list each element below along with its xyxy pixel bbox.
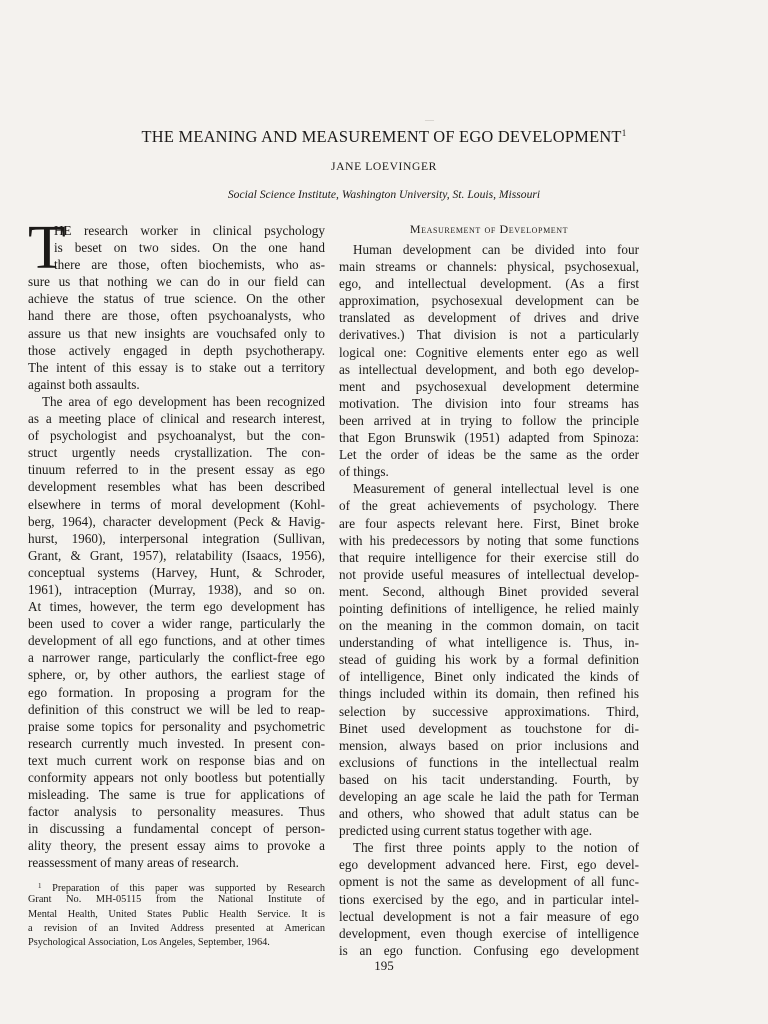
page-number: 195 [374, 958, 394, 973]
text-line: that Egon Brunswik (1951) adapted from Spinoza: [339, 430, 639, 446]
text-line: there are those, often biochemists, who as- [54, 257, 325, 273]
text-line: achieve the status of true science. On the other [28, 291, 325, 307]
text-line: Measurement of general intellectual level is one [353, 481, 639, 497]
text-line: of the great achievements of psychology. There [339, 498, 639, 514]
title-text: THE MEANING AND MEASUREMENT OF EGO DEVELOPMENT [141, 127, 622, 146]
text-line: berg, 1964), character development (Peck & Havig- [28, 513, 325, 529]
text-line: that require intelligence for their exercise still do [339, 549, 639, 565]
text-line: The intent of this essay is to stake out a territory [28, 359, 325, 375]
text-line: derivatives.) That division is not a particularly [339, 327, 639, 343]
text-line: sure us that nothing we can do in our field can [28, 274, 325, 290]
text-line: research currently much invested. In present con- [28, 735, 325, 751]
text-line: hand there are those, often psychoanalysts, who [28, 308, 325, 324]
text-line: translated as development of drives and drive [339, 310, 639, 326]
author-name: JANE LOEVINGER [331, 160, 437, 173]
text-line: Binet used development as touchstone for di- [339, 720, 639, 736]
footnote-line [28, 879, 325, 893]
text-line: conceptual systems (Harvey, Hunt, & Schroder, [28, 564, 325, 580]
left-column-body [28, 214, 325, 872]
text-line: pointing definitions of intelligence, he relied mainly [339, 600, 639, 616]
text-line: opment is not the same as development of all func- [339, 874, 639, 890]
text-line: Human development can be divided into four [353, 242, 639, 257]
text-line: motivation. The division into four streams has [339, 395, 639, 411]
author-affiliation: Social Science Institute, Washington University, St. Louis, Missouri [227, 188, 541, 201]
text-line: HE research worker in clinical psychology [54, 223, 325, 238]
text-line: of things. [339, 464, 389, 480]
text-line: tions exercised by the ego, and in particular intel- [339, 891, 639, 907]
text-line: stead of guiding his work by a formal definition [339, 652, 639, 668]
text-line: developing an age scale he laid the path for Terman [339, 789, 639, 804]
title-footnote-marker: 1 [621, 128, 627, 138]
text-line: in discussing a fundamental concept of person- [28, 821, 325, 837]
footnote-line: Mental Health, United States Public Health Service. It is [28, 908, 325, 920]
text-line: is an ego function. Confusing ego development [339, 942, 639, 958]
text-line: predicted using current status together with age. [339, 823, 593, 839]
text-line: Grant, & Grant, 1957), relatability (Isaacs, 1956), [28, 547, 325, 563]
drop-cap: T [28, 214, 66, 282]
text-line: and others, who showed that adult status can be [339, 806, 639, 822]
text-line: ment and psychosexual development determine [339, 378, 639, 394]
text-line: development, even though exercise of intelligence [339, 925, 639, 941]
text-line: based on his tacit understanding. Fourth, by [339, 771, 639, 787]
footnote-line: Psychological Association, Los Angeles, September, 1964. [28, 937, 270, 949]
footnote-marker: 1 [38, 882, 42, 890]
text-line: been arrived at in trying to follow the principle [339, 412, 639, 428]
text-line: with his predecessors by noting that some functions [339, 532, 639, 548]
text-line: lectual development is not a fair measure of ego [339, 908, 639, 924]
text-line: ego development advanced here. First, ego devel- [339, 857, 639, 873]
paper-title [0, 127, 768, 147]
right-column-body [339, 241, 639, 959]
text-line: reassessment of many areas of research. [28, 855, 239, 871]
footnote [28, 879, 325, 950]
text-line: not provide useful measures of intellectual develop- [339, 566, 639, 582]
text-line: Let the order of ideas be the same as the order [339, 447, 639, 463]
text-line: as intellectual development, and both ego develop- [339, 361, 639, 377]
text-line: factor analysis to personality measures. Thus [28, 804, 325, 820]
text-line: of intelligence, Binet only indicated the kinds of [339, 669, 639, 685]
footnote-text: Preparation of this paper was supported by Research [41, 883, 325, 894]
footnote-line: Grant No. MH-05115 from the National Institute of [28, 894, 325, 906]
text-line: text much current work on response bias and on [28, 752, 325, 768]
text-line: of psychologist and psychoanalyst, but the con- [28, 428, 325, 444]
text-line: ality theory, the present essay aims to provoke a [28, 838, 325, 854]
text-line: are four aspects relevant here. First, Binet broke [339, 515, 639, 531]
text-line: At times, however, the term ego development has [28, 599, 325, 615]
text-line: logical one: Cognitive elements enter ego as well [339, 344, 639, 360]
text-line: mension, always based on prior inclusions and [339, 737, 639, 753]
text-line: The first three points apply to the notion of [353, 840, 639, 856]
scan-mark: — [425, 115, 434, 125]
text-line: exclusions of functions in the intellectual realm [339, 754, 639, 770]
text-line: is beset on two sides. On the one hand [54, 240, 325, 256]
text-line: development of all ego functions, and at other times [28, 633, 325, 649]
text-line: elsewhere in terms of moral development (Kohl- [28, 496, 325, 512]
text-line: misleading. The same is true for applications of [28, 787, 325, 803]
text-line: selection by successive approximations. Third, [339, 703, 639, 719]
text-line: ego, and intellectual development. (As a first [339, 276, 639, 292]
text-line: main streams or channels: physical, psychosexual, [339, 259, 639, 275]
text-line: approximation, psychosexual development can be [339, 293, 639, 309]
text-line: things included within its domain, then refined his [339, 686, 639, 702]
text-line: as a meeting place of clinical and research interest, [28, 411, 325, 427]
footnote-line: a revision of an Invited Address presented at American [28, 922, 325, 934]
text-line: on the meaning in the common domain, on tacit [339, 618, 639, 634]
text-line: those actively engaged in depth psychotherapy. [28, 342, 325, 358]
text-line: understanding of what intelligence is. Thus, in- [339, 635, 639, 651]
section-heading: Measurement of Development [409, 222, 569, 236]
text-line: ego formation. In proposing a program for the [28, 684, 325, 700]
text-line: assure us that new insights are vouchsafed only to [28, 325, 325, 341]
text-line: praise some topics for personality and psychometric [28, 718, 325, 734]
text-line: tinuum referred to in the present essay as ego [28, 462, 325, 478]
text-line: conformity appears not only bootless but potentially [28, 770, 325, 785]
text-line: struct urgently needs crystallization. The con- [28, 445, 325, 461]
text-line: sphere, or, by other authors, the earliest stage of [28, 667, 325, 683]
text-line: development resembles what has been described [28, 479, 325, 495]
text-line: The area of ego development has been recognized [42, 393, 325, 409]
text-line: ment. Second, although Binet provided several [339, 583, 639, 599]
text-line: a narrower range, particularly the conflict-free ego [28, 650, 325, 666]
text-line: 1961), intraception (Murray, 1938), and so on. [28, 581, 325, 597]
text-line: against both assaults. [28, 376, 140, 392]
text-line: definition of this construct we will be led to reap- [28, 701, 325, 717]
text-line: been used to cover a wider range, particularly the [28, 616, 325, 632]
text-line: hurst, 1960), interpersonal integration (Sullivan, [28, 530, 325, 546]
